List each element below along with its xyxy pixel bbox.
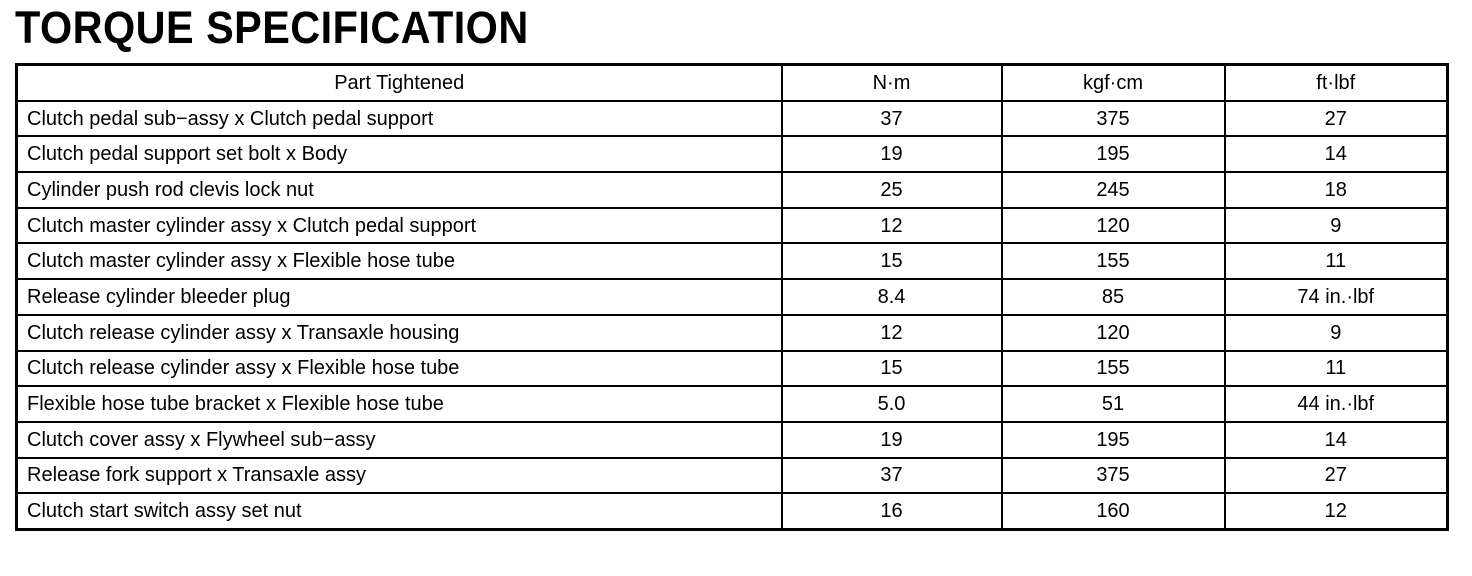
table-row <box>17 422 1448 458</box>
torque-specification-table <box>15 63 1449 531</box>
table-header-row <box>17 65 1448 101</box>
table-row <box>17 136 1448 172</box>
nm-cell: 15 <box>782 243 1002 279</box>
nm-cell: 8.4 <box>782 279 1002 315</box>
kgf-cm-cell: 85 <box>1002 279 1225 315</box>
kgf-cm-cell: 155 <box>1002 243 1225 279</box>
ft-lbf-cell: 27 <box>1225 101 1448 137</box>
table-row <box>17 243 1448 279</box>
header-kgf-cm: kgf·cm <box>1002 65 1225 101</box>
nm-cell: 16 <box>782 493 1002 529</box>
ft-lbf-cell: 11 <box>1225 243 1448 279</box>
ft-lbf-cell: 74 in.·lbf <box>1225 279 1448 315</box>
header-part-tightened: Part Tightened <box>17 65 782 101</box>
kgf-cm-cell: 375 <box>1002 101 1225 137</box>
kgf-cm-cell: 375 <box>1002 458 1225 494</box>
nm-cell: 5.0 <box>782 386 1002 422</box>
page-title: TORQUE SPECIFICATION <box>15 2 529 53</box>
part-cell: Release cylinder bleeder plug <box>17 279 782 315</box>
part-cell: Clutch release cylinder assy x Flexible hose tube <box>17 351 782 387</box>
table-row <box>17 208 1448 244</box>
nm-cell: 12 <box>782 315 1002 351</box>
part-cell: Clutch pedal sub−assy x Clutch pedal support <box>17 101 782 137</box>
ft-lbf-cell: 12 <box>1225 493 1448 529</box>
nm-cell: 19 <box>782 422 1002 458</box>
header-nm: N·m <box>782 65 1002 101</box>
nm-cell: 19 <box>782 136 1002 172</box>
kgf-cm-cell: 160 <box>1002 493 1225 529</box>
kgf-cm-cell: 120 <box>1002 315 1225 351</box>
nm-cell: 12 <box>782 208 1002 244</box>
ft-lbf-cell: 9 <box>1225 208 1448 244</box>
kgf-cm-cell: 195 <box>1002 136 1225 172</box>
header-ft-lbf: ft·lbf <box>1225 65 1448 101</box>
ft-lbf-cell: 11 <box>1225 351 1448 387</box>
nm-cell: 37 <box>782 101 1002 137</box>
kgf-cm-cell: 120 <box>1002 208 1225 244</box>
nm-cell: 15 <box>782 351 1002 387</box>
nm-cell: 37 <box>782 458 1002 494</box>
kgf-cm-cell: 245 <box>1002 172 1225 208</box>
ft-lbf-cell: 14 <box>1225 136 1448 172</box>
part-cell: Flexible hose tube bracket x Flexible hose tube <box>17 386 782 422</box>
table-row <box>17 315 1448 351</box>
nm-cell: 25 <box>782 172 1002 208</box>
ft-lbf-cell: 14 <box>1225 422 1448 458</box>
part-cell: Cylinder push rod clevis lock nut <box>17 172 782 208</box>
part-cell: Clutch master cylinder assy x Flexible hose tube <box>17 243 782 279</box>
part-cell: Clutch release cylinder assy x Transaxle housing <box>17 315 782 351</box>
part-cell: Clutch master cylinder assy x Clutch pedal support <box>17 208 782 244</box>
table-row <box>17 458 1448 494</box>
ft-lbf-cell: 27 <box>1225 458 1448 494</box>
part-cell: Release fork support x Transaxle assy <box>17 458 782 494</box>
ft-lbf-cell: 44 in.·lbf <box>1225 386 1448 422</box>
table-row <box>17 279 1448 315</box>
part-cell: Clutch cover assy x Flywheel sub−assy <box>17 422 782 458</box>
table-row <box>17 351 1448 387</box>
table-row <box>17 493 1448 529</box>
kgf-cm-cell: 155 <box>1002 351 1225 387</box>
ft-lbf-cell: 18 <box>1225 172 1448 208</box>
part-cell: Clutch start switch assy set nut <box>17 493 782 529</box>
part-cell: Clutch pedal support set bolt x Body <box>17 136 782 172</box>
ft-lbf-cell: 9 <box>1225 315 1448 351</box>
table-row <box>17 172 1448 208</box>
kgf-cm-cell: 51 <box>1002 386 1225 422</box>
table-row <box>17 386 1448 422</box>
table-row <box>17 101 1448 137</box>
kgf-cm-cell: 195 <box>1002 422 1225 458</box>
